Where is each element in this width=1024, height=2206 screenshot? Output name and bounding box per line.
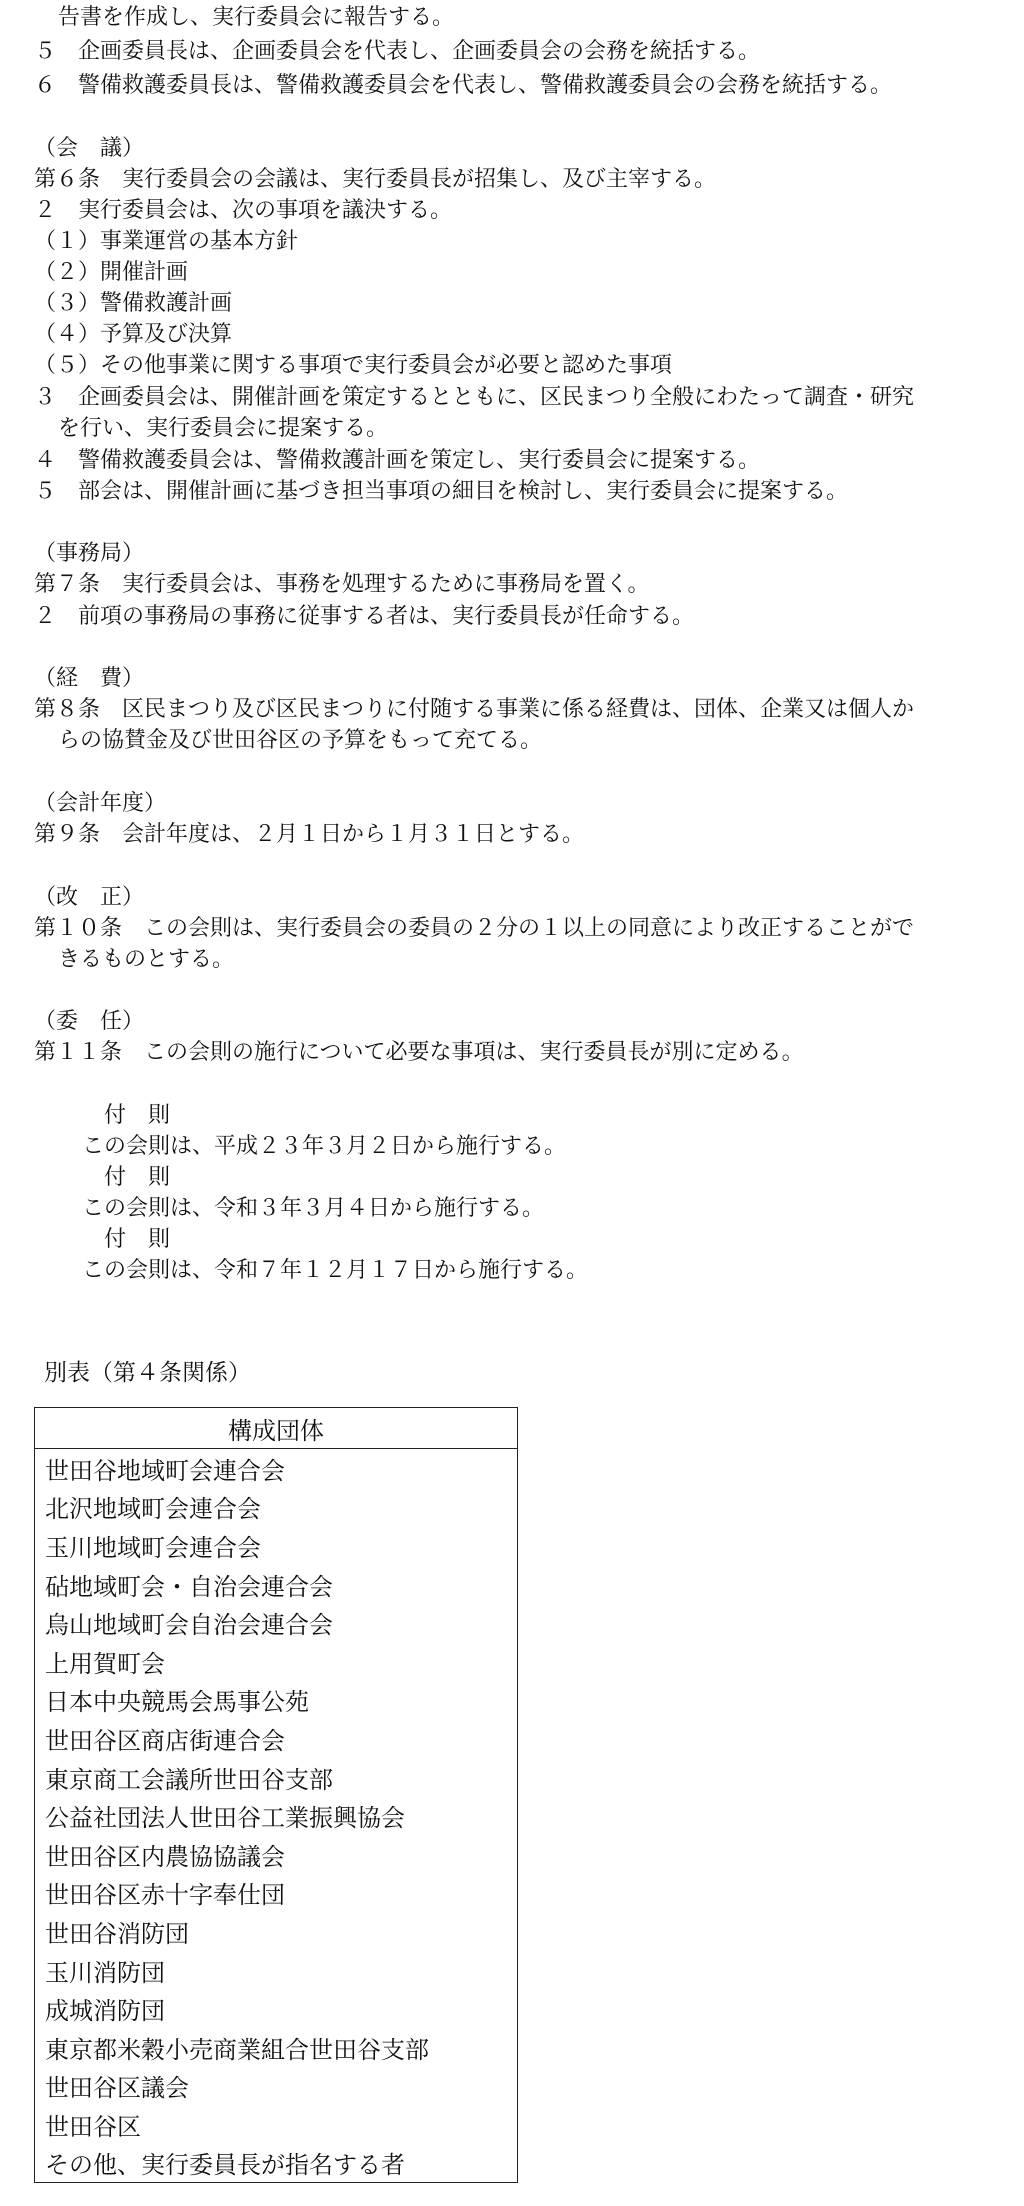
table-cell: 玉川消防団: [35, 1951, 518, 1990]
table-row: [35, 1642, 518, 1681]
table-cell: 烏山地域町会自治会連合会: [35, 1603, 518, 1642]
appendix-caption: 別表（第４条関係）: [44, 1360, 251, 1386]
table-cell: 玉川地域町会連合会: [35, 1526, 518, 1565]
text-line: ３ 企画委員会は、開催計画を策定するとともに、区民まつり全般にわたって調査・研究: [34, 385, 915, 410]
table-row: [35, 2067, 518, 2106]
table-cell: 世田谷区商店街連合会: [35, 1719, 518, 1758]
text-line: 第６条 実行委員会の会議は、実行委員長が招集し、及び主宰する。: [34, 167, 717, 192]
text-line: この会則は、平成２３年３月２日から施行する。: [82, 1134, 567, 1159]
list-item: （１）事業運営の基本方針: [34, 229, 299, 254]
text-line: ４ 警備救護委員会は、警備救護計画を策定し、実行委員会に提案する。: [34, 448, 761, 473]
table-row: [35, 1603, 518, 1642]
table-cell: 世田谷区内農協協議会: [35, 1835, 518, 1874]
text-line: 第７条 実行委員会は、事務を処理するために事務局を置く。: [34, 572, 650, 597]
table-cell: 成城消防団: [35, 1989, 518, 2028]
table-cell: 公益社団法人世田谷工業振興協会: [35, 1796, 518, 1835]
table-cell: 東京都米穀小売商業組合世田谷支部: [35, 2028, 518, 2067]
table-row: [35, 1565, 518, 1604]
table-row: [35, 2028, 518, 2067]
table-cell: その他、実行委員長が指名する者: [35, 2144, 518, 2183]
text-line: ２ 前項の事務局の事務に従事する者は、実行委員長が任命する。: [34, 604, 695, 629]
supplementary-heading: 付 則: [104, 1165, 171, 1190]
list-item: （５）その他事業に関する事項で実行委員会が必要と認めた事項: [34, 353, 673, 378]
text-line: ２ 実行委員会は、次の事項を議決する。: [34, 198, 453, 223]
section-heading: （事務局）: [34, 541, 145, 566]
table-row: [35, 1951, 518, 1990]
table-row: [35, 1912, 518, 1951]
table-cell: 東京商工会議所世田谷支部: [35, 1758, 518, 1797]
text-line: 告書を作成し、実行委員会に報告する。: [58, 5, 455, 30]
table-cell: 北沢地域町会連合会: [35, 1488, 518, 1527]
supplementary-heading: 付 則: [104, 1227, 171, 1252]
supplementary-heading: 付 則: [104, 1103, 171, 1128]
text-line: 第１０条 この会則は、実行委員会の委員の２分の１以上の同意により改正することがで: [34, 916, 915, 941]
table-row: [35, 1449, 518, 1488]
table-cell: 世田谷消防団: [35, 1912, 518, 1951]
table-row: [35, 1835, 518, 1874]
text-line: ６ 警備救護委員長は、警備救護委員会を代表し、警備救護委員会の会務を統括する。: [34, 73, 893, 98]
table-cell: 世田谷地域町会連合会: [35, 1449, 518, 1488]
table-row: [35, 1526, 518, 1565]
text-line: 第９条 会計年度は、２月１日から１月３１日とする。: [34, 822, 585, 847]
text-line: を行い、実行委員会に提案する。: [58, 416, 389, 441]
text-line: ５ 部会は、開催計画に基づき担当事項の細目を検討し、実行委員会に提案する。: [34, 479, 849, 504]
section-heading: （会 議）: [34, 136, 145, 161]
text-line: この会則は、令和７年１２月１７日から施行する。: [82, 1258, 589, 1283]
section-heading: （会計年度）: [34, 791, 167, 816]
list-item: （２）開催計画: [34, 260, 189, 285]
table-row: [35, 1488, 518, 1527]
table-cell: 世田谷区: [35, 2105, 518, 2144]
table-cell: 砧地域町会・自治会連合会: [35, 1565, 518, 1604]
text-line: この会則は、令和３年３月４日から施行する。: [82, 1196, 545, 1221]
table-row: [35, 1989, 518, 2028]
list-item: （４）予算及び決算: [34, 322, 233, 347]
table-row: [35, 1874, 518, 1913]
section-heading: （委 任）: [34, 1009, 145, 1034]
text-line: きるものとする。: [58, 947, 235, 972]
table-row: [35, 2105, 518, 2144]
text-line: らの協賛金及び世田谷区の予算をもって充てる。: [58, 728, 543, 753]
table-row: [35, 1719, 518, 1758]
text-line: 第１１条 この会則の施行について必要な事項は、実行委員長が別に定める。: [34, 1040, 804, 1065]
section-heading: （改 正）: [34, 885, 145, 910]
table-cell: 世田谷区赤十字奉仕団: [35, 1874, 518, 1913]
text-line: 第８条 区民まつり及び区民まつりに付随する事業に係る経費は、団体、企業又は個人か: [34, 697, 915, 722]
table-row: [35, 1796, 518, 1835]
table-header: 構成団体: [35, 1408, 518, 1449]
table-row: [35, 1681, 518, 1720]
table-cell: 上用賀町会: [35, 1642, 518, 1681]
table-row: [35, 1758, 518, 1797]
list-item: （３）警備救護計画: [34, 291, 233, 316]
section-heading: （経 費）: [34, 666, 145, 691]
member-organizations-table: [34, 1407, 518, 2183]
table-cell: 日本中央競馬会馬事公苑: [35, 1681, 518, 1720]
table-row: [35, 2144, 518, 2183]
text-line: ５ 企画委員長は、企画委員会を代表し、企画委員会の会務を統括する。: [34, 39, 761, 64]
table-cell: 世田谷区議会: [35, 2067, 518, 2106]
